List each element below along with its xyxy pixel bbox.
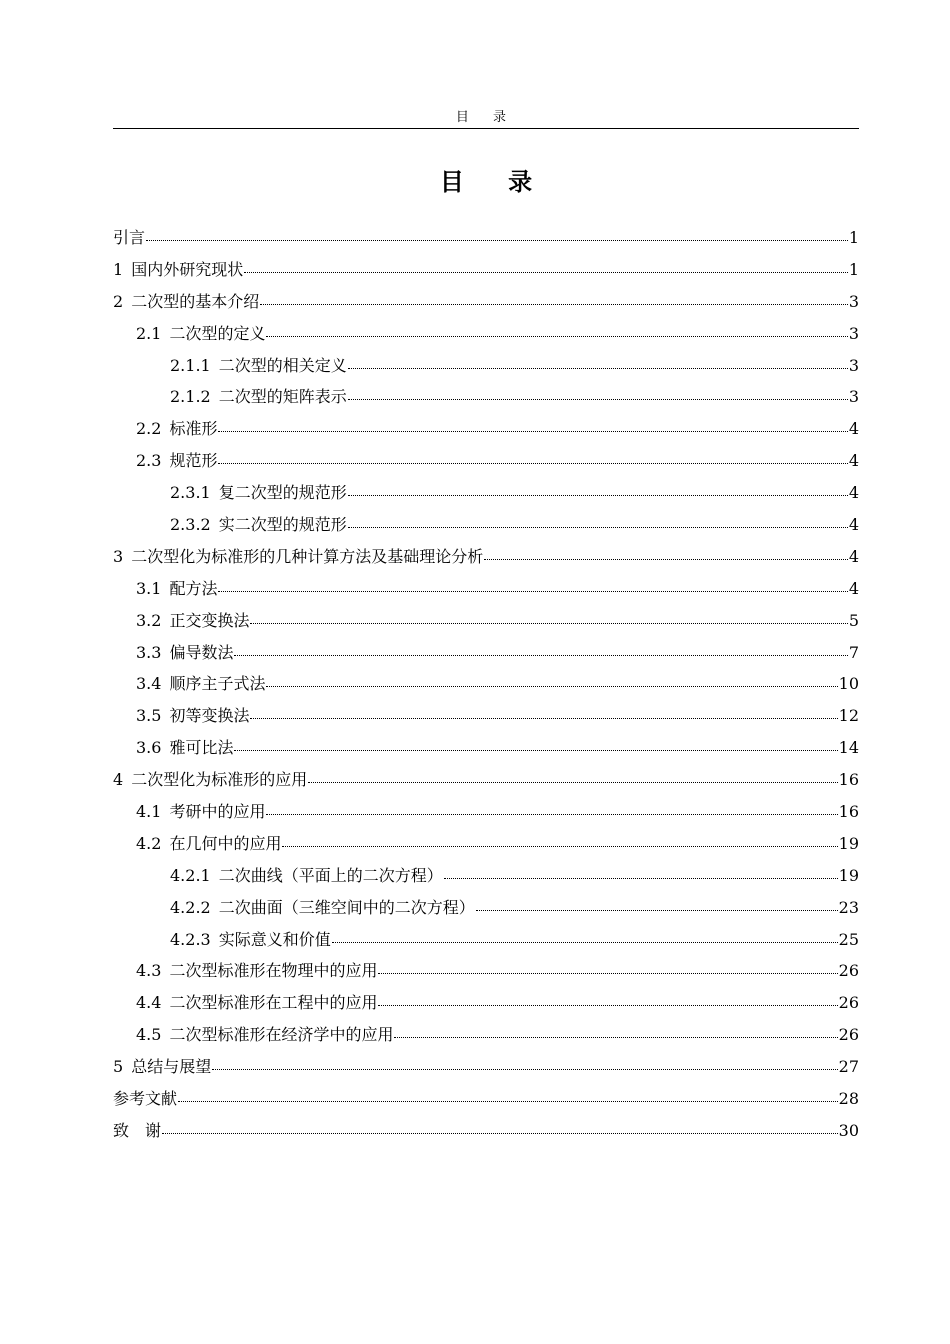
toc-entry-page-number: 3: [848, 323, 859, 343]
toc-dot-leader: [444, 877, 838, 879]
header-rule: [113, 128, 859, 129]
toc-entry-page-number: 27: [838, 1057, 859, 1077]
toc-dot-leader: [308, 781, 837, 783]
toc-entry[interactable]: [113, 222, 859, 254]
toc-entry[interactable]: [113, 413, 859, 445]
toc-entry-page-number: 26: [838, 1025, 859, 1045]
toc-entry-label: 考研中的应用: [169, 802, 266, 822]
toc-entry-number: 4.4: [136, 993, 162, 1013]
toc-entry[interactable]: [113, 509, 859, 541]
toc-entry-label: 在几何中的应用: [169, 833, 282, 853]
toc-entry-page-number: 19: [838, 833, 859, 853]
toc-entry-number: 4.2.3: [170, 929, 211, 949]
toc-entry[interactable]: [113, 732, 859, 764]
toc-entry-label: 标准形: [169, 419, 218, 439]
toc-entry-number: 3.2: [136, 610, 162, 630]
toc-entry-number: 4.2: [136, 833, 162, 853]
toc-dot-leader: [218, 590, 847, 592]
toc-entry-page-number: 4: [848, 546, 859, 566]
toc-entry[interactable]: [113, 955, 859, 987]
toc-entry-label: 实二次型的规范形: [218, 515, 347, 535]
toc-entry-number: 3.6: [136, 738, 162, 758]
toc-entry-page-number: 14: [838, 738, 859, 758]
toc-entry-number: 2.3.1: [170, 483, 211, 503]
toc-dot-leader: [476, 909, 838, 911]
toc-dot-leader: [266, 813, 837, 815]
toc-entry-number: 4: [113, 770, 124, 790]
toc-entry[interactable]: [113, 350, 859, 382]
toc-entry[interactable]: [113, 860, 859, 892]
toc-entry[interactable]: [113, 541, 859, 573]
toc-entry[interactable]: [113, 477, 859, 509]
toc-entry-label: 实际意义和价值: [218, 929, 331, 949]
toc-entry-number: 2.2: [136, 419, 162, 439]
toc-entry-number: 1: [113, 259, 124, 279]
toc-entry-number: 2: [113, 291, 124, 311]
toc-entry-page-number: 3: [848, 355, 859, 375]
toc-entry-number: 2.1: [136, 323, 162, 343]
running-header: 目 录: [455, 110, 517, 125]
toc-entry[interactable]: [113, 254, 859, 286]
toc-entry[interactable]: [113, 286, 859, 318]
page-title: 目 录: [439, 168, 551, 196]
toc-entry-page-number: 3: [848, 387, 859, 407]
toc-dot-leader: [250, 622, 847, 624]
toc-entry-number: 2.1.2: [170, 387, 211, 407]
toc-dot-leader: [218, 462, 847, 464]
toc-entry-number: 2.3.2: [170, 515, 211, 535]
toc-dot-leader: [266, 685, 837, 687]
toc-dot-leader: [348, 398, 848, 400]
toc-entry[interactable]: [113, 1051, 859, 1083]
toc-entry-number: 4.2.2: [170, 897, 211, 917]
toc-entry-label: 二次型的矩阵表示: [218, 387, 347, 407]
toc-entry-label: 参考文献: [113, 1089, 178, 1109]
toc-dot-leader: [212, 1068, 837, 1070]
toc-dot-leader: [378, 1004, 837, 1006]
toc-dot-leader: [162, 1132, 838, 1134]
toc-entry-number: 4.3: [136, 961, 162, 981]
toc-entry[interactable]: [113, 637, 859, 669]
toc-entry[interactable]: [113, 381, 859, 413]
toc-entry-number: 2.1.1: [170, 355, 211, 375]
toc-entry-label: 总结与展望: [131, 1057, 212, 1077]
toc-entry-label: 配方法: [169, 578, 218, 598]
toc-entry-page-number: 4: [848, 451, 859, 471]
toc-entry[interactable]: [113, 668, 859, 700]
toc-entry-label: 规范形: [169, 451, 218, 471]
toc-entry-page-number: 26: [838, 961, 859, 981]
table-of-contents: [113, 222, 859, 1147]
toc-entry-label: 初等变换法: [169, 706, 250, 726]
toc-dot-leader: [234, 654, 847, 656]
toc-entry-page-number: 10: [838, 674, 859, 694]
toc-entry-page-number: 23: [838, 897, 859, 917]
toc-entry-label: 二次型标准形在物理中的应用: [169, 961, 378, 981]
toc-entry[interactable]: [113, 700, 859, 732]
toc-entry-number: 4.2.1: [170, 865, 211, 885]
toc-entry-number: 3.3: [136, 642, 162, 662]
toc-entry[interactable]: [113, 573, 859, 605]
toc-dot-leader: [234, 749, 837, 751]
toc-entry-label: 二次型化为标准形的几种计算方法及基础理论分析: [131, 546, 484, 566]
toc-entry-number: 3.1: [136, 578, 162, 598]
toc-entry-page-number: 1: [848, 228, 859, 247]
toc-entry[interactable]: [113, 1019, 859, 1051]
toc-entry-page-number: 1: [848, 259, 859, 279]
toc-dot-leader: [266, 335, 847, 337]
toc-entry-label: 二次型标准形在工程中的应用: [169, 993, 378, 1013]
toc-dot-leader: [250, 717, 837, 719]
toc-entry-page-number: 30: [838, 1120, 859, 1140]
toc-dot-leader: [178, 1100, 838, 1102]
toc-entry[interactable]: [113, 796, 859, 828]
toc-dot-leader: [332, 941, 838, 943]
toc-entry-label: 二次型的定义: [169, 323, 266, 343]
toc-entry-label: 二次型标准形在经济学中的应用: [169, 1025, 394, 1045]
toc-entry-number: 3.5: [136, 706, 162, 726]
toc-entry[interactable]: [113, 1083, 859, 1115]
toc-entry-label: 二次型化为标准形的应用: [131, 770, 308, 790]
toc-entry[interactable]: [113, 924, 859, 956]
toc-dot-leader: [260, 303, 848, 305]
toc-dot-leader: [348, 526, 848, 528]
toc-entry-label: 复二次型的规范形: [218, 483, 347, 503]
toc-entry-label: 正交变换法: [169, 610, 250, 630]
toc-entry-page-number: 4: [848, 515, 859, 535]
toc-dot-leader: [218, 430, 847, 432]
toc-entry[interactable]: [113, 892, 859, 924]
toc-dot-leader: [348, 494, 848, 496]
toc-entry-number: 4.5: [136, 1025, 162, 1045]
toc-entry-number: 4.1: [136, 802, 162, 822]
toc-entry-label: 二次型的基本介绍: [131, 291, 260, 311]
toc-entry-label: 二次曲面（三维空间中的二次方程）: [218, 897, 475, 917]
toc-entry-label: 国内外研究现状: [131, 259, 244, 279]
toc-entry-page-number: 16: [838, 802, 859, 822]
toc-entry-number: 2.3: [136, 451, 162, 471]
toc-entry[interactable]: [113, 605, 859, 637]
toc-entry-page-number: 12: [838, 706, 859, 726]
toc-entry-page-number: 4: [848, 419, 859, 439]
toc-entry[interactable]: [113, 828, 859, 860]
toc-entry-label: 雅可比法: [169, 738, 234, 758]
toc-entry[interactable]: [113, 318, 859, 350]
toc-dot-leader: [484, 558, 848, 560]
toc-entry-page-number: 7: [848, 642, 859, 662]
toc-entry-page-number: 16: [838, 770, 859, 790]
toc-dot-leader: [282, 845, 837, 847]
toc-entry[interactable]: [113, 764, 859, 796]
toc-dot-leader: [394, 1036, 837, 1038]
toc-entry-label: 偏导数法: [169, 642, 234, 662]
toc-entry-page-number: 25: [838, 929, 859, 949]
toc-entry-page-number: 5: [848, 610, 859, 630]
toc-entry-label: 顺序主子式法: [169, 674, 266, 694]
toc-entry[interactable]: [113, 987, 859, 1019]
toc-entry-number: 5: [113, 1057, 124, 1077]
toc-entry-number: 3: [113, 546, 124, 566]
toc-entry-page-number: 19: [838, 865, 859, 885]
toc-entry-label: 致 谢: [113, 1120, 162, 1140]
toc-dot-leader: [146, 239, 848, 241]
toc-entry-number: 3.4: [136, 674, 162, 694]
toc-entry-label: 二次曲线（平面上的二次方程）: [218, 865, 443, 885]
toc-dot-leader: [244, 271, 848, 273]
toc-entry-page-number: 3: [848, 291, 859, 311]
toc-entry-label: 引言: [113, 228, 146, 247]
toc-entry-page-number: 26: [838, 993, 859, 1013]
toc-dot-leader: [378, 972, 837, 974]
toc-entry[interactable]: [113, 1115, 859, 1147]
toc-entry-label: 二次型的相关定义: [218, 355, 347, 375]
toc-entry[interactable]: [113, 445, 859, 477]
toc-dot-leader: [348, 367, 848, 369]
toc-entry-page-number: 4: [848, 578, 859, 598]
toc-entry-page-number: 4: [848, 483, 859, 503]
toc-entry-page-number: 28: [838, 1089, 859, 1109]
